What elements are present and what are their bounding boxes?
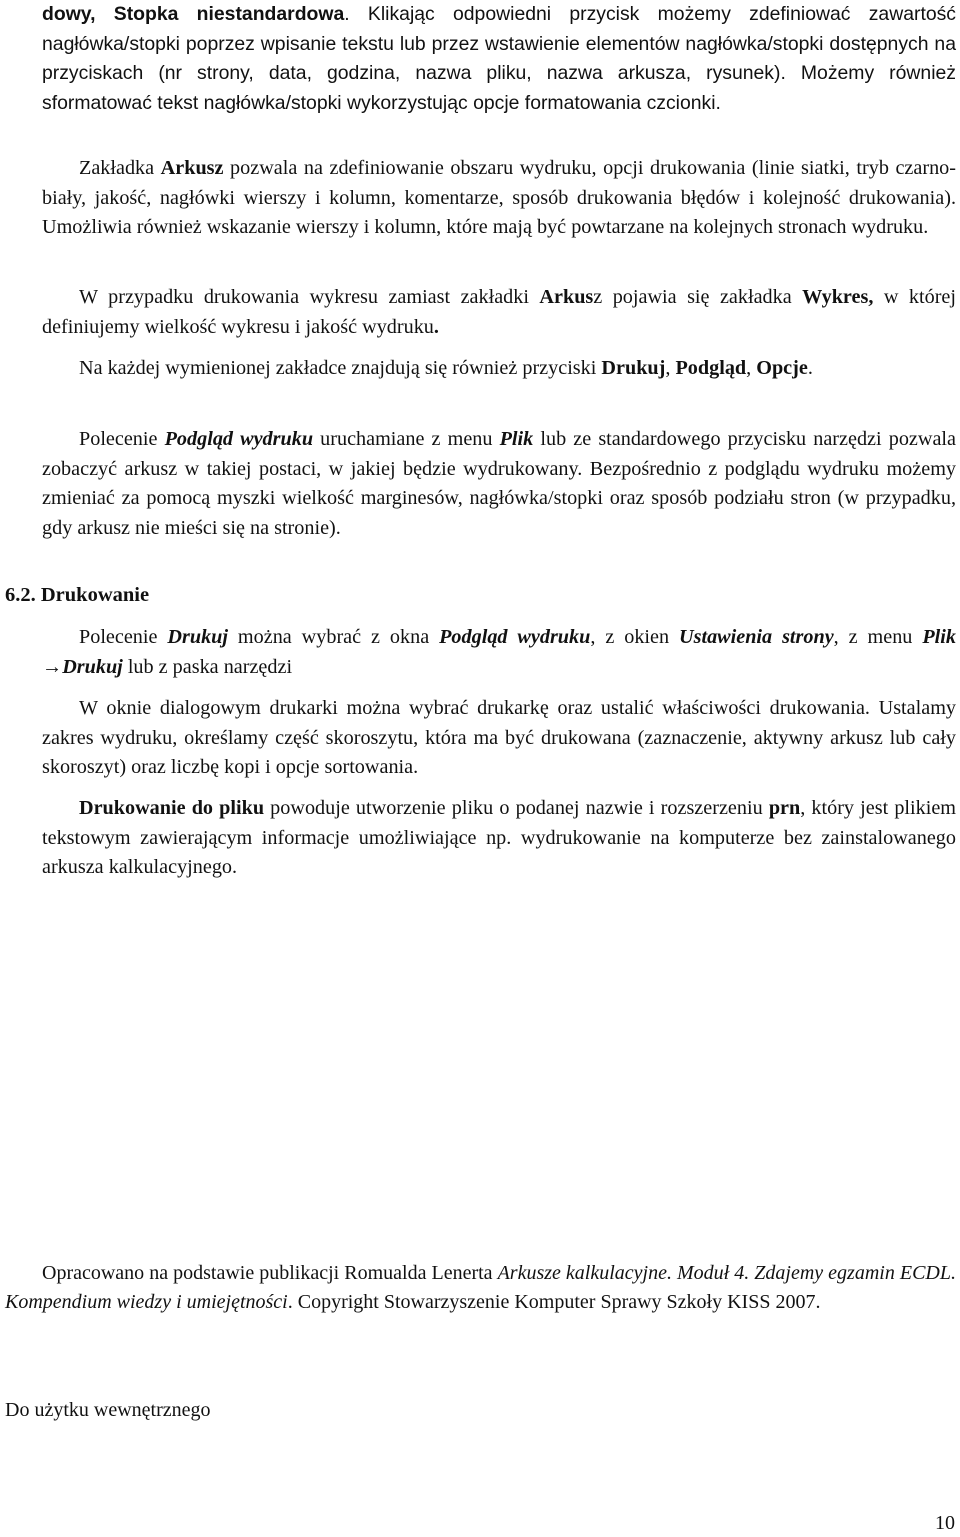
internal-use-note: Do użytku wewnętrznego <box>5 1399 211 1421</box>
source-footnote: Opracowano na podstawie publikacji Romualda Lenerta Arkusze kalkulacyjne. Moduł 4. Zdajemy egzamin ECDL. Kompendium wiedzy i umiejętności. Copyright Stowarzyszenie Komputer Sprawy Szkoły KISS 2007. <box>5 1262 956 1313</box>
paragraph-print-dialog: W oknie dialogowym drukarki można wybrać drukarkę oraz ustalić właściwości drukowania. Ustalamy zakres wydruku, określamy część skoroszytu, która ma być drukowana (zaznaczenie, aktywny arkusz lub cały skoroszyt) oraz liczbę kopi i opcje sortowania. <box>42 697 956 778</box>
paragraph-chart-tab: W przypadku drukowania wykresu zamiast zakładki Arkusz pojawia się zakładka Wykres, w której definiujemy wielkość wykresu i jakość wydruku. <box>42 286 956 338</box>
page-number: 10 <box>935 1512 955 1534</box>
paragraph-header-footer: dowy, Stopka niestandardowa. Klikając odpowiedni przycisk możemy zdefiniować zawartość nagłówka/stopki poprzez wpisanie tekstu lub przez wstawienie elementów nagłówka/stopki dostępnych na przyciskach (nr strony, data, godzina, nazwa pliku, nazwa arkusza, rysunek). Możemy również sformatować tekst nagłówka/stopki wykorzystując opcje formatowania czcionki. <box>42 3 957 114</box>
paragraph-buttons: Na każdej wymienionej zakładce znajdują się również przyciski Drukuj, Podgląd, Opcje. <box>79 357 813 379</box>
bold-text: dowy, Stopka niestandardowa <box>42 3 345 25</box>
paragraph-sheet-tab: Zakładka Arkusz pozwala na zdefiniowanie obszaru wydruku, opcji drukowania (linie siatki, tryb czarno-biały, jakość, nagłówki wierszy i kolumn, komentarze, sposób drukowania błędów i kolejność drukowania). Umożliwia również wskazanie wierszy i kolumn, które mają być powtarzane na kolejnych stronach wydruku. <box>42 157 956 238</box>
paragraph-print-preview: Polecenie Podgląd wydruku uruchamiane z menu Plik lub ze standardowego przycisku narzędzi pozwala zobaczyć arkusz w takiej postaci, w jakiej będzie wydrukowany. Bezpośrednio z podglądu wydruku możemy zmieniać za pomocą myszki wielkość marginesów, nagłówka/stopki oraz sposób podziału stron (w przypadku, gdy arkusz nie mieści się na stronie). <box>42 428 956 539</box>
paragraph-print-to-file: Drukowanie do pliku powoduje utworzenie pliku o podanej nazwie i rozszerzeniu prn, który jest plikiem tekstowym zawierającym informacje umożliwiające np. wydrukowanie na komputerze bez zainstalowanego arkusza kalkulacyjnego. <box>42 797 957 878</box>
section-heading: 6.2. Drukowanie <box>5 584 150 606</box>
paragraph-print-command: Polecenie Drukuj można wybrać z okna Podgląd wydruku, z okien Ustawienia strony, z menu Plik →Drukuj lub z paska narzędzi <box>42 626 956 678</box>
